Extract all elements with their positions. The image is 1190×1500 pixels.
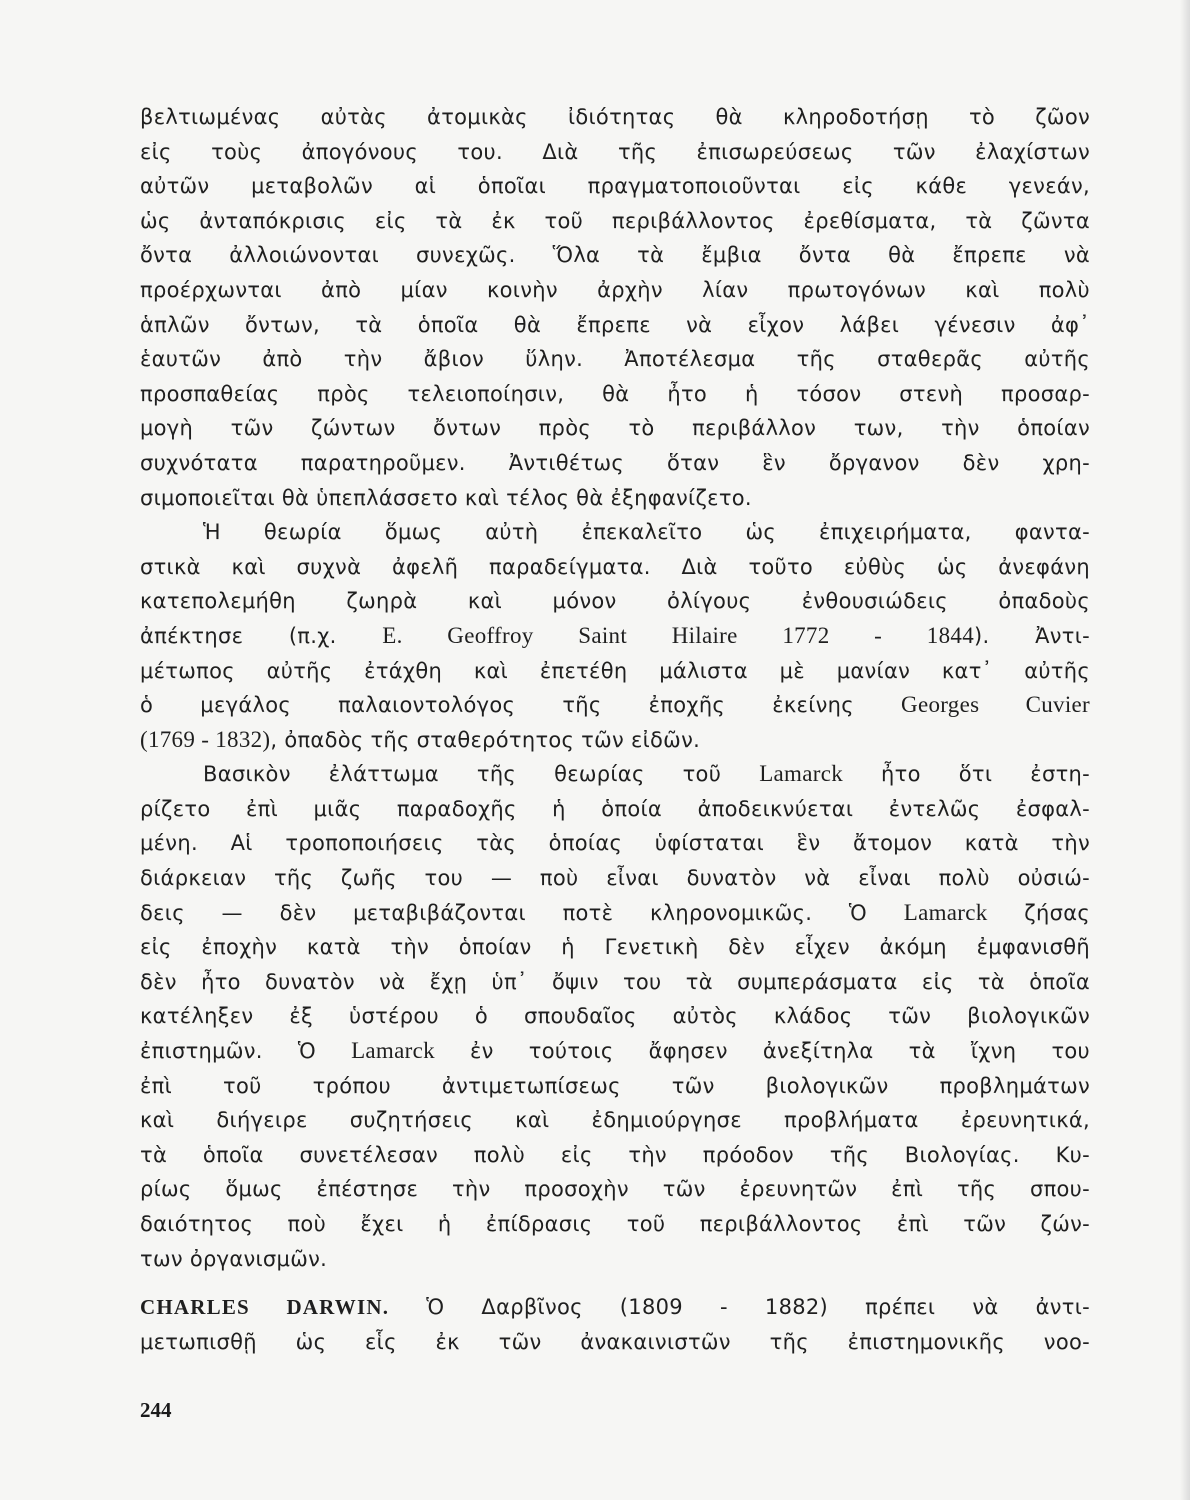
text-line: των ὀργανισμῶν. [140, 1246, 328, 1271]
text-line: σιμοποιεῖται θὰ ὑπεπλάσσετο καὶ τέλος θὰ ἐξηφανίζετο. [140, 485, 752, 510]
latin-name: Lamarck [903, 899, 988, 925]
darwin-line [140, 1290, 1090, 1325]
text-line: διάρκειαν τῆς ζωῆς του — ποὺ εἶναι δυνατὸν νὰ εἶναι πολὺ οὐσιώ- [140, 866, 1090, 891]
text-line: προέρχωνται ἀπὸ μίαν κοινὴν ἀρχὴν λίαν πρωτογόνων καὶ πολὺ [140, 277, 1090, 302]
text-line: εἰς τοὺς ἀπογόνους του. Διὰ τῆς ἐπισωρεύσεως τῶν ἐλαχίστων [140, 139, 1090, 164]
text-line: ρίως ὅμως ἐπέστησε τὴν προσοχὴν τῶν ἐρευνητῶν ἐπὶ τῆς σπου- [140, 1177, 1090, 1202]
text-line: ἐπὶ τοῦ τρόπου ἀντιμετωπίσεως τῶν βιολογικῶν προβλημάτων [140, 1073, 1090, 1098]
text-line: στικὰ καὶ συχνὰ ἀφελῆ παραδείγματα. Διὰ τοῦτο εὐθὺς ὡς ἀνεφάνη [140, 554, 1090, 579]
page-number: 244 [140, 1398, 172, 1422]
page-edge-shadow [1180, 0, 1190, 1500]
text-line: καὶ διήγειρε συζητήσεις καὶ ἐδημιούργησε προβλήματα ἐρευνητικά, [140, 1108, 1090, 1133]
paragraph-start-line: Βασικὸν ἐλάττωμα τῆς θεωρίας τοῦ Lamarck ἦτο ὅτι ἐστη- [203, 761, 1090, 787]
paragraph-start-line: Ἡ θεωρία ὅμως αὐτὴ ἐπεκαλεῖτο ὡς ἐπιχειρήματα, φαντα- [203, 520, 1090, 545]
text-line: δαιότητος ποὺ ἔχει ἡ ἐπίδρασις τοῦ περιβάλλοντος ἐπὶ τῶν ζών- [140, 1212, 1090, 1236]
paragraph-gap [140, 1276, 1090, 1290]
text-line: προσπαθείας πρὸς τελειοποίησιν, θὰ ἦτο ἡ τόσον στενὴ προσαρ- [140, 381, 1090, 406]
text-line: κατεπολεμήθη ζωηρὰ καὶ μόνον ὀλίγους ἐνθουσιώδεις ὀπαδοὺς [140, 589, 1090, 614]
text-line: κατέληξεν ἐξ ὑστέρου ὁ σπουδαῖος αὐτὸς κλάδος τῶν βιολογικῶν [140, 1004, 1090, 1029]
latin-name: Georges Cuvier [901, 692, 1090, 718]
text-line: δεις — δὲν μεταβιβάζονται ποτὲ κληρονομικῶς. Ὁ Lamarck ζήσας [140, 899, 1091, 925]
text-line: αὐτῶν μεταβολῶν αἱ ὁποῖαι πραγματοποιοῦνται εἰς κάθε γενεάν, [140, 174, 1090, 199]
text-line: βελτιωμένας αὐτὰς ἀτομικὰς ἰδιότητας θὰ κληροδοτήσῃ τὸ ζῶον [140, 105, 1090, 129]
latin-name: E. Geoffroy Saint Hilaire 1772 - 1844 [382, 622, 975, 648]
text-line: ὡς ἀνταπόκρισις εἰς τὰ ἐκ τοῦ περιβάλλοντος ἐρεθίσματα, τὰ ζῶντα [140, 208, 1090, 233]
text-line: μετωπισθῇ ὡς εἷς ἐκ τῶν ἀνακαινιστῶν τῆς ἐπιστημονικῆς νοο- [140, 1329, 1090, 1354]
text-line: δὲν ἦτο δυνατὸν νὰ ἔχῃ ὑπ᾽ ὄψιν του τὰ συμπεράσματα εἰς τὰ ὁποῖα [140, 969, 1090, 994]
text-line: μέτωπος αὐτῆς ἐτάχθη καὶ ἐπετέθη μάλιστα μὲ μανίαν κατ᾽ αὐτῆς [140, 658, 1090, 683]
text-line: ρίζετο ἐπὶ μιᾶς παραδοχῆς ἡ ὁποία ἀποδεικνύεται ἐντελῶς ἐσφαλ- [140, 796, 1090, 821]
text-line: ἀπέκτησε (π.χ. E. Geoffroy Saint Hilaire 1772 - 1844). Ἀντι- [140, 622, 1090, 648]
text-line: μογὴ τῶν ζώντων ὄντων πρὸς τὸ περιβάλλον των, τὴν ὁποίαν [140, 416, 1090, 441]
latin-name: Lamarck [351, 1038, 435, 1064]
text-line: τὰ ὁποῖα συνετέλεσαν πολὺ εἰς τὴν πρόοδον τῆς Βιολογίας. Κυ- [140, 1142, 1090, 1167]
text-line: ἐπιστημῶν. Ὁ Lamarck ἐν τούτοις ἄφησεν ἀνεξίτηλα τὰ ἴχνη του [140, 1038, 1090, 1064]
text-line: συχνότατα παρατηροῦμεν. Ἀντιθέτως ὅταν ἓν ὄργανον δὲν χρη- [140, 450, 1090, 475]
text-line: εἰς ἐποχὴν κατὰ τὴν ὁποίαν ἡ Γενετικὴ δὲν εἶχεν ἀκόμη ἐμφανισθῆ [140, 935, 1090, 960]
latin-name: (1769 - 1832) [140, 726, 271, 752]
body-text [140, 100, 1090, 1359]
text-line: ἁπλῶν ὄντων, τὰ ὁποῖα θὰ ἔπρεπε νὰ εἶχον λάβει γένεσιν ἀφ᾽ [140, 312, 1090, 337]
latin-name: Lamarck [759, 761, 844, 787]
text-line: ὄντα ἀλλοιώνονται συνεχῶς. Ὅλα τὰ ἔμβια ὄντα θὰ ἔπρεπε νὰ [140, 243, 1090, 268]
text-line: μένη. Αἱ τροποποιήσεις τὰς ὁποίας ὑφίσταται ἓν ἄτομον κατὰ τὴν [140, 831, 1090, 856]
text-line: ἑαυτῶν ἀπὸ τὴν ἄβιον ὕλην. Ἀποτέλεσμα τῆς σταθερᾶς αὐτῆς [140, 347, 1090, 372]
text-line: (1769 - 1832), ὀπαδὸς τῆς σταθερότητος τῶν εἰδῶν. [140, 726, 701, 752]
text-line: ὁ μεγάλος παλαιοντολόγος τῆς ἐποχῆς ἐκείνης Georges Cuvier [140, 692, 1090, 718]
darwin-line-text: Ὁ Δαρβῖνος (1809 - 1882) πρέπει νὰ ἀντι- [426, 1295, 1090, 1320]
section-heading: CHARLES DARWIN. [140, 1295, 390, 1320]
